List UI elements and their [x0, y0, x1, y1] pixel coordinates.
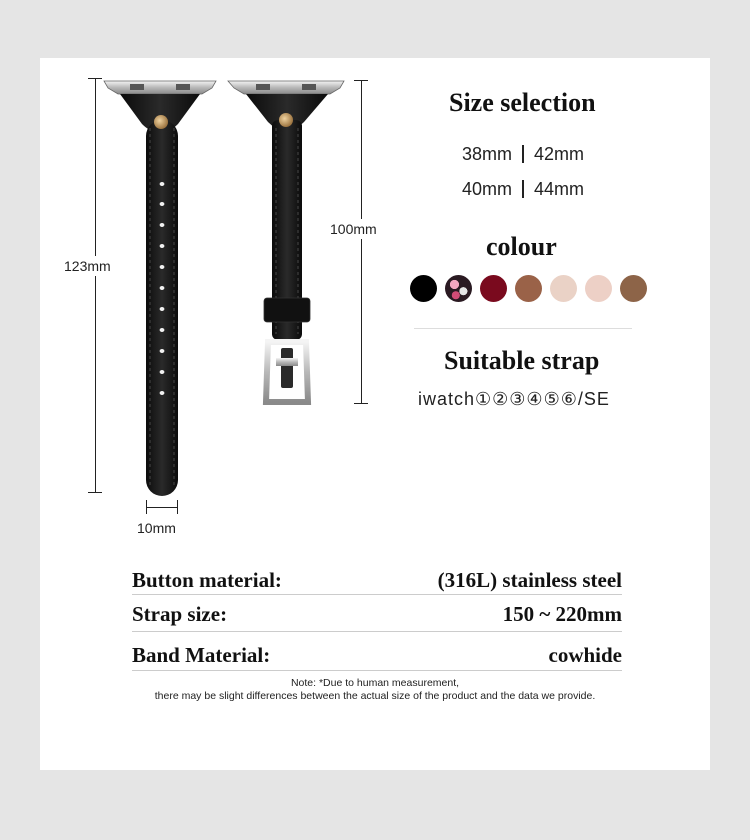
spec-label: Button material:	[132, 568, 282, 592]
dim-100-line	[361, 80, 362, 403]
size-separator	[522, 145, 524, 163]
colour-swatches	[410, 275, 647, 302]
size-row-2	[462, 179, 584, 200]
swatch-coffee[interactable]	[620, 275, 647, 302]
dim-long-label: 123mm	[64, 258, 111, 274]
spec-divider	[132, 594, 622, 595]
size-44: 44mm	[534, 179, 585, 199]
spec-value: 150 ~ 220mm	[502, 602, 622, 626]
dim-10-right-tick	[177, 500, 178, 514]
spec-divider	[132, 670, 622, 671]
size-38: 38mm	[462, 144, 513, 164]
size-42: 42mm	[534, 144, 585, 164]
note-line-2: there may be slight differences between the actual size of the product and the data we provide.	[154, 690, 596, 702]
swatch-pink[interactable]	[585, 275, 612, 302]
measurement-note	[40, 677, 710, 703]
dim-123-bottom-tick	[88, 492, 102, 493]
swatch-beige[interactable]	[550, 275, 577, 302]
swatch-floral[interactable]	[445, 275, 472, 302]
size-40: 40mm	[462, 179, 513, 199]
swatch-burgundy[interactable]	[480, 275, 507, 302]
short-strap	[228, 81, 344, 402]
dim-short-label: 100mm	[330, 221, 377, 237]
size-separator	[522, 180, 524, 198]
spec-label: Band Material:	[132, 643, 271, 667]
swatch-black[interactable]	[410, 275, 437, 302]
dim-100-bottom-tick	[354, 403, 368, 404]
spec-divider	[132, 631, 622, 632]
spec-label: Strap size:	[132, 602, 228, 626]
size-selection-title: Size selection	[449, 88, 596, 117]
colour-title: colour	[486, 232, 557, 261]
note-line-1: Note: *Due to human measurement,	[290, 677, 460, 689]
suitable-strap-title: Suitable strap	[444, 346, 600, 375]
dim-10-line	[146, 507, 178, 508]
spec-value: (316L) stainless steel	[437, 568, 622, 592]
suitable-models: iwatch①②③④⑤⑥/SE	[418, 389, 610, 409]
product-card	[40, 58, 710, 770]
size-row-1	[462, 144, 584, 165]
spec-row-strap-size	[132, 598, 622, 634]
swatch-brown[interactable]	[515, 275, 542, 302]
dim-123-line	[95, 78, 96, 492]
rivet-icon	[154, 115, 168, 129]
colour-divider	[414, 328, 632, 329]
dim-width-label: 10mm	[137, 520, 176, 536]
spec-value: cowhide	[548, 643, 622, 667]
rivet-icon	[279, 113, 293, 127]
long-strap	[104, 81, 216, 496]
